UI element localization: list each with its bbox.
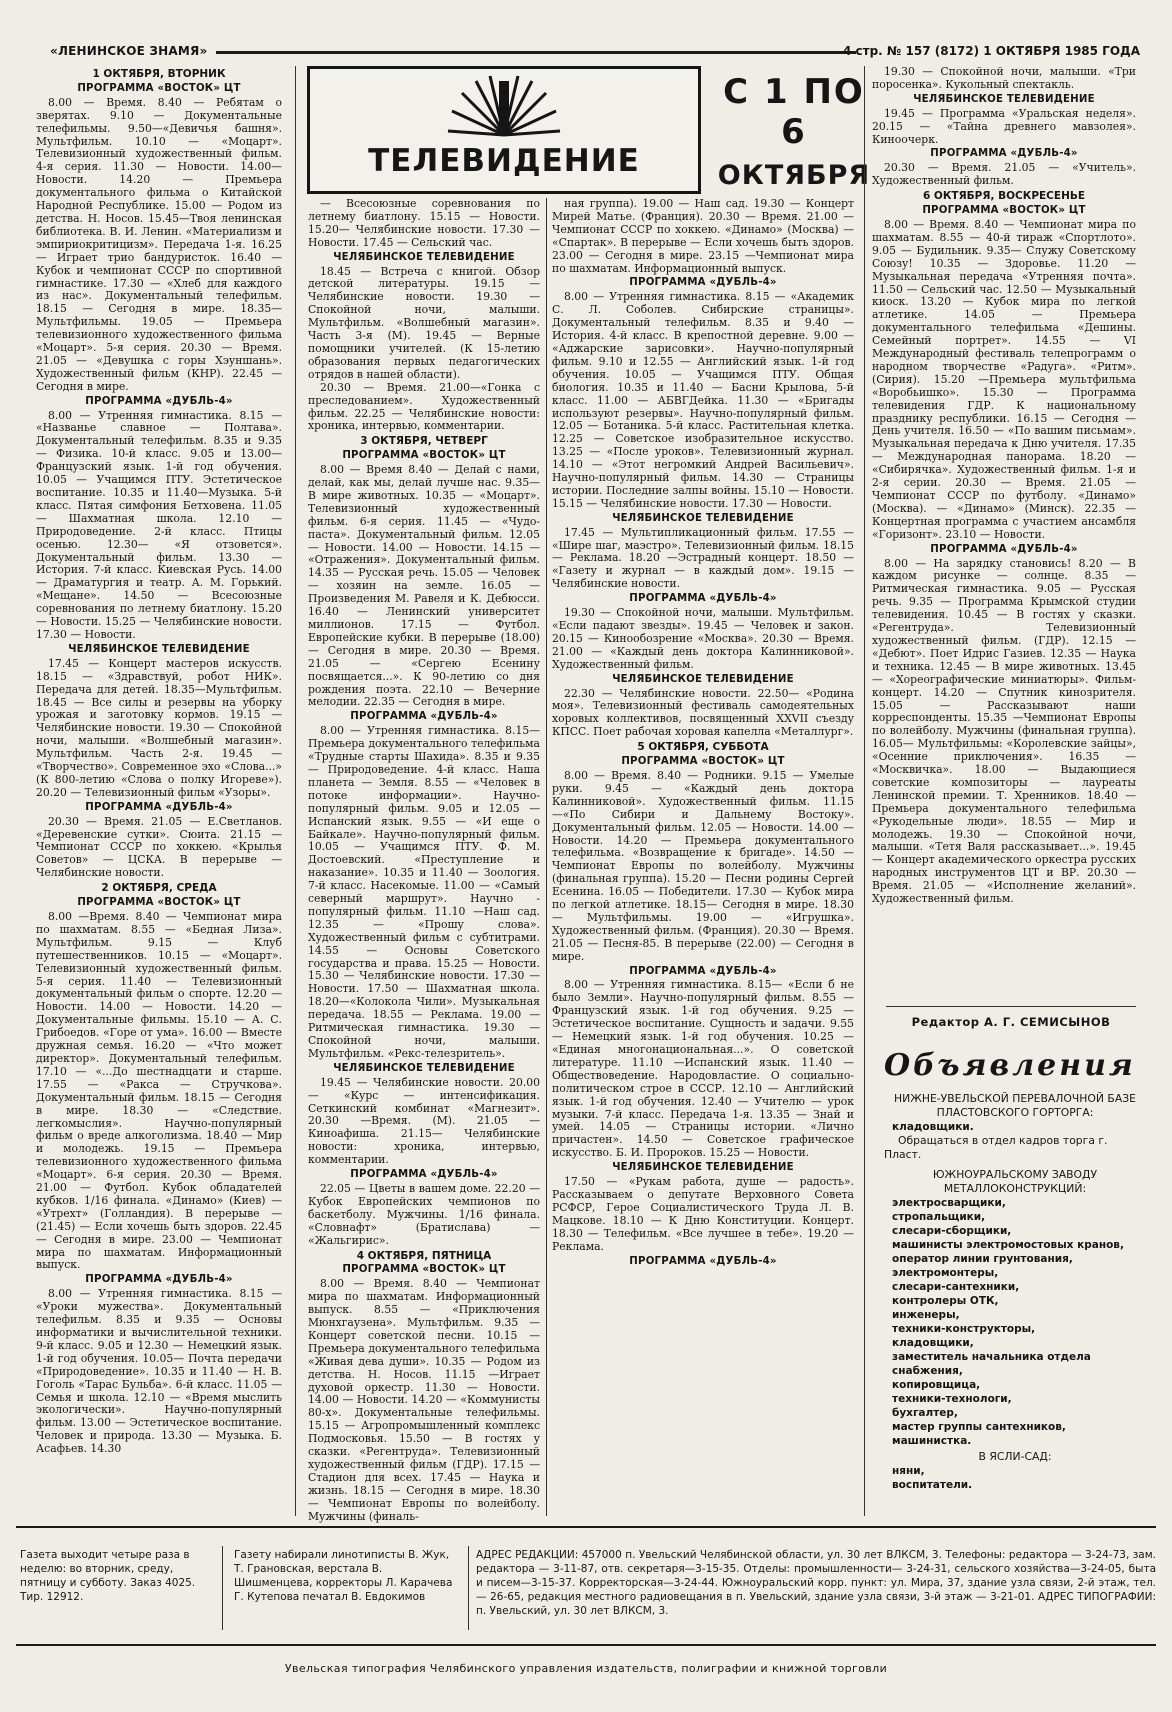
program-listing: 8.00 — Время. 8.40 — Ребятам о зверятах. 9.10 — Документальные телефильмы. 9.50—«Девичья башня». Мультфильм. 10.10 — «Моцарт». Телевизионный художественный фильм. 4-я серия. 11.30 — Новости. 14.00—Новости. 14.20 — Премьера документального фильма о Китайской Народной Республике. 15.00 — Родом из детства. Н. Носов. 15.45—Твоя ленинская библиотека. В. И. Ленин. «Материализм и эмпириокритицизм». Передача 1-я. 16.25 — Играет трио бандуристок. 16.40 — Кубок и чемпионат СССР по спортивной гимнастике. 17.30 — «Хлеб для каждого из нас». Документальный телефильм. 18.15 — Сегодня в мире. 18.35—Мультфильмы. 19.05 — Премьера телевизионного художественного фильма «Моцарт». 5-я серия. 20.30 — Время. 21.05 — «Девушка с горы Хэуншань». Художественный фильм (КНР). 22.45 — Сегодня в мире. <box>36 95 282 393</box>
day-heading: 3 ОКТЯБРЯ, ЧЕТВЕРГ <box>360 435 488 448</box>
channel-heading: ПРОГРАММА «ВОСТОК» ЦТ <box>342 1264 506 1276</box>
program-listing: 19.45 — Программа «Уральская неделя». 20.15 — «Тайна древнего мавзолея». Киноочерк. <box>872 106 1136 146</box>
program-listing: 19.30 — Спокойной ночи, малыши. Мультфильм. «Если падают звезды». 19.45 — Человек и закон. 20.15 — Кинообозрение «Москва». 20.30 — Время. 21.00 — «Каждый день доктора Калинниковой». Художественный фильм. <box>552 606 854 671</box>
day-heading: 5 ОКТЯБРЯ, СУББОТА <box>637 741 769 754</box>
ad-item: кладовщики. <box>892 1121 974 1133</box>
newspaper-name: «ЛЕНИНСКОЕ ЗНАМЯ» <box>50 44 208 58</box>
program-listing: 8.00 — Утренняя гимнастика. 8.15— «Если б не было Земли». Научно-популярный фильм. 8.55 — Французский язык. 1-й год обучения. 9.25 — Эстетическое воспитание. Сущность и задачи. 9.55 — Немецкий язык. 1-й год обучения. 10.25 — «Единая многонациональная...». О советской литературе. 11.10 —Испанский язык. 11.40 — Обществоведение. Народовластие. О социально-политическом строе в СССР. 12.10 — Английский язык. 1-й год обучения. 12.40 — Учителю — урок музыки. 7-й класс. Передача 1-я. 13.35 — Знай и умей. 14.05 — Страницы истории. «Лично причастен». 14.50 — Советское графическое искусство. Б. И. Пророков. 15.25 — Новости. <box>552 978 854 1160</box>
printer-credit: Увельская типография Челябинского управления издательств, полиграфии и книжной торговли <box>284 1662 888 1675</box>
ad-item: оператор линии грунтования, <box>892 1253 1073 1265</box>
schedule-column-4 <box>872 66 1136 936</box>
ad-item: стропальщики, <box>892 1211 986 1223</box>
channel-heading: ЧЕЛЯБИНСКОЕ ТЕЛЕВИДЕНИЕ <box>612 512 794 524</box>
channel-heading: ЧЕЛЯБИНСКОЕ ТЕЛЕВИДЕНИЕ <box>68 643 250 655</box>
channel-heading: ЧЕЛЯБИНСКОЕ ТЕЛЕВИДЕНИЕ <box>333 1062 515 1074</box>
issue-info: 4 стр. № 157 (8172) 1 ОКТЯБРЯ 1985 ГОДА <box>842 44 1140 58</box>
schedule-column-1 <box>36 66 282 1514</box>
ad-item: инженеры, <box>892 1309 960 1321</box>
ad-title: В ЯСЛИ-САД: <box>978 1450 1052 1463</box>
channel-heading: ПРОГРАММА «ВОСТОК» ЦТ <box>342 450 506 462</box>
ad-item: машинистка. <box>892 1435 972 1447</box>
program-listing: 8.00 — Время 8.40 — Делай с нами, делай, как мы, делай лучше нас. 9.35— В мире животных. 10.35 — «Моцарт». Телевизионный художественный фильм. 6-я серия. 11.45 — «Чудо-паста». Документальный фильм. 12.05 — Новости. 14.00 — Новости. 14.15 — «Отражения». Документальный фильм. 14.35 — Русская речь. 15.05 — Человек — хозяин на земле. 16.05 — Произведения М. Равеля и К. Дебюсси. 16.40 — Ленинский университет миллионов. 17.15 — Футбол. Европейские кубки. В перерыве (18.00) — Сегодня в мире. 20.30 — Время. 21.05 — «Сергею Есенину посвящается...». К 90-летию со дня рождения поэта. 22.10 — Вечерние мелодии. 22.35 — Сегодня в мире. <box>308 463 540 709</box>
footer-rule <box>16 1644 1156 1646</box>
program-listing: 19.45 — Челябинские новости. 20.00 — «Курс — интенсификация. Сеткинский комбинат «Магнезит». 20.30 —Время. (М). 21.05 — Киноафиша. 21.15— Челябинские новости: хроника, интервью, комментарии. <box>308 1075 540 1167</box>
column-divider <box>546 198 547 1516</box>
channel-heading: ПРОГРАММА «ДУБЛЬ-4» <box>85 1274 233 1286</box>
channel-heading: ПРОГРАММА «ДУБЛЬ-4» <box>930 543 1078 555</box>
channel-heading: ПРОГРАММА «ДУБЛЬ-4» <box>629 965 777 977</box>
program-listing: 8.00 — Время. 8.40 — Чемпионат мира по шахматам. Информационный выпуск. 8.55 — «Приключения Мюнхгаузена». Мультфильм. 9.35 — Концерт советской песни. 10.15 — Премьера документального телефильма «Живая дева души». 10.35 — Родом из детства. Н. Носов. 11.15 —Играет духовой оркестр. 11.30 — Новости. 14.00 — Новости. 14.20 — «Коммунисты 80-х». Документальные телефильмы. 15.15 — Агропромышленный комплекс Подмосковья. 15.50 — В гостях у сказки. «Регентруда». Телевизионный художественный фильм (ГДР). 17.15 — Стадион для всех. 17.45 — Наука и жизнь. 18.15 — Сегодня в мире. 18.30 — Чемпионат Европы по волейболу. Мужчины (финаль- <box>308 1277 540 1523</box>
date-range-days: С 1 ПО 6 <box>723 72 865 152</box>
publication-schedule: Газета выходит четыре раза в неделю: во вторник, среду, пятницу и субботу. Заказ 4025. Тир. 12912. <box>20 1549 196 1603</box>
editorial-address: АДРЕС РЕДАКЦИИ: 457000 п. Увельский Челябинской области, ул. 30 лет ВЛКСМ, 3. Телефоны: редактора — 3-24-73, зам. редактора — 3-11-87, отв. секретаря—3-15-35. Отделы: промышленности— 3-24-31, сельского хозяйства—3-24-05, быта и писем—3-15-37. Корректорская—3-24-44. Южноуральский корр. пункт: ул. Мира, 37, здание узла связи, 2-й этаж, тел. — 26-65, редакция местного радиовещания в п. Увельский, здание узла связи, 3-й этаж — 3-21-01. АДРЕС ТИПОГРАФИИ: п. Увельский, ул. 30 лет ВЛКСМ, 3. <box>476 1549 1156 1617</box>
program-listing: 20.30 — Время. 21.05 — «Учитель». Художественный фильм. <box>872 161 1136 188</box>
ad-item: машинисты электромостовых кранов, <box>892 1239 1124 1251</box>
date-range-month: ОКТЯБРЯ <box>717 160 871 191</box>
ad-item: заместитель начальника отдела снабжения, <box>892 1351 1091 1377</box>
day-heading: 2 ОКТЯБРЯ, СРЕДА <box>101 882 217 895</box>
column-divider <box>864 66 865 1516</box>
masthead-rule <box>216 51 856 54</box>
day-heading: 1 ОКТЯБРЯ, ВТОРНИК <box>92 68 226 80</box>
channel-heading: ПРОГРАММА «ДУБЛЬ-4» <box>350 1169 498 1181</box>
program-listing: 20.30 — Время. 21.05 — Е.Светланов. «Деревенские сутки». Сюита. 21.15 — Чемпионат СССР по хоккею. «Крылья Советов» — ЦСКА. В перерыве — Челябинские новости. <box>36 814 282 880</box>
program-listing: 22.30 — Челябинские новости. 22.50— «Родина моя». Телевизионный фестиваль самодеятельных хоровых коллективов, посвященный XXVII съезду КПСС. Поет рабочая хоровая капелла «Металлург». <box>552 686 854 739</box>
ad-list <box>884 1464 1146 1492</box>
column-divider <box>295 66 296 1516</box>
program-listing: 17.45 — Концерт мастеров искусств. 18.15 — «Здравствуй, робот НИК». Передача для детей. 18.35—Мультфильм. 18.45 — Все силы и резервы на уборку урожая и заготовку кормов. 19.15 — Челябинские новости. 19.30 — Спокойной ночи, малыши. «Волшебный магазин». Мультфильм. Часть 2-я. 19.45 — «Творчество». Современное эхо «Слова...» (К 800-летию «Слова о полку Игореве»). 20.20 — Телевизионный фильм «Узоры». <box>36 656 282 799</box>
program-listing: — Всесоюзные соревнования по летнему биатлону. 15.15 — Новости. 15.20— Челябинские новости. 17.30 — Новости. 17.45 — Сельский час. <box>308 197 540 249</box>
footer-divider <box>468 1546 469 1630</box>
ad-item: мастер группы сантехников, <box>892 1421 1066 1433</box>
footer-divider <box>222 1546 223 1630</box>
channel-heading: ПРОГРАММА «ДУБЛЬ-4» <box>629 277 777 289</box>
ad-item: бухгалтер, <box>892 1407 958 1419</box>
channel-heading: ПРОГРАММА «ДУБЛЬ-4» <box>930 148 1078 160</box>
channel-heading: ПРОГРАММА «ДУБЛЬ-4» <box>85 801 233 813</box>
channel-heading: ЧЕЛЯБИНСКОЕ ТЕЛЕВИДЕНИЕ <box>913 93 1095 105</box>
program-listing: 8.00 — Время. 8.40 — Родники. 9.15 — Умелые руки. 9.45 — «Каждый день доктора Калинниковой». Художественный фильм. 11.15—«По Сибири и Дальнему Востоку». Документальный фильм. 12.05 — Новости. 14.00 — Новости. 14.20 — Премьера документального телефильма. «Возвращение к бригаде». 14.50 — Чемпионат Европы по волейболу. Мужчины (финальная группа). 15.20 — Песни родины Сергей Есенина. 16.05 — Победители. 17.30 — Кубок мира по легкой атлетике. 18.15— Сегодня в мире. 18.30 — Мультфильмы. 19.00 — «Игрушка». Художественный фильм. (Франция). 20.30 — Время. 21.05 — Песня-85. В перерыве (22.00) — Сегодня в мире. <box>552 768 854 963</box>
ad-title: ЮЖНОУРАЛЬСКОМУ ЗАВОДУ МЕТАЛЛОКОНСТРУКЦИЙ: <box>932 1168 1098 1195</box>
ad-text: Обращаться в отдел кадров торга г. Пласт. <box>884 1134 1108 1161</box>
ads-heading: Объявления <box>884 1048 1136 1083</box>
program-listing: 8.00 —Время. 8.40 — Чемпионат мира по шахматам. 8.55 — «Бедная Лиза». Мультфильм. 9.15 — Клуб путешественников. 10.15 — «Моцарт». Телевизионный художественный фильм. 5-я серия. 11.40 — Телевизионный документальный фильм о спорте. 12.20 — Новости. 14.00 — Новости. 14.20 — Документальные фильмы. 15.10 — А. С. Грибоедов. «Горе от ума». 16.00 — Вместе дружная семья. 16.20 — «Что может директор». Документальный телефильм. 17.10 — «...До шестнадцати и старше. 17.55 — «Ракса — Стручкова». Документальный фильм. 18.15 — Сегодня в мире. 18.30 — «Следствие. легкомыслия». Научно-популярный фильм о вреде алкоголизма. 18.40 — Мир и молодежь. 19.15 — Премьера телевизионного художественного фильма «Моцарт». 6-я серия. 20.30 — Время. 21.00 — Футбол. Кубок обладателей кубков. 1/16 финала. «Динамо» (Киев) — «Утрехт» (Голландия). В перерыве — (21.45) — Если хочешь быть здоров. 22.45 — Сегодня в мире. 23.00 — Чемпионат мира по шахматам. Информационный выпуск. <box>36 910 282 1272</box>
channel-heading: ПРОГРАММА «ДУБЛЬ-4» <box>629 1255 777 1267</box>
ad-item: слесари-сантехники, <box>892 1281 1020 1293</box>
program-listing: 8.00 — Утренняя гимнастика. 8.15— Премьера документального телефильма «Трудные старты Шахида». 8.35 и 9.35 — Природоведение. 4-й класс. Наша планета — Земля. 8.55 — «Человек в потоке информации». Научно-популярный фильм. 9.05 и 12.05 — Испанский язык. 9.55 — «И еще о Байкале». Научно-популярный фильм. 10.05 — Учащимся ПТУ. Ф. М. Достоевский. «Преступление и наказание». 10.35 и 11.40 — Зоология. 7-й класс. Насекомые. 11.00 — «Самый северный маршрут». Научно - популярный фильм. 11.10 —Наш сад. 12.35 — «Прошу слова». Художественный фильм с субтитрами. 14.55 — Основы Советского государства и права. 15.25 — Новости. 15.30 — Челябинские новости. 17.30 — Новости. 17.50 — Шахматная школа. 18.20—«Колокола Чили». Музыкальная передача. 18.55 — Реклама. 19.00 — Ритмическая гимнастика. 19.30 — Спокойной ночи, малыши. Мультфильм. «Рекс-телезритель». <box>308 724 540 1060</box>
channel-heading: ЧЕЛЯБИНСКОЕ ТЕЛЕВИДЕНИЕ <box>333 251 515 263</box>
day-heading: 6 ОКТЯБРЯ, ВОСКРЕСЕНЬЕ <box>922 190 1086 203</box>
program-listing: 17.50 — «Рукам работа, душе — радость». Рассказываем о депутате Верховного Совета РСФСР, Герое Социалистического Труда Л. В. Мацкове. 18.10 — К Дню Конституции. Концерт. 18.30 — Телефильм. «Все лучшее в тебе». 19.20 — Реклама. <box>552 1175 854 1253</box>
program-listing: 18.45 — Встреча с книгой. Обзор детской литературы. 19.15 — Челябинские новости. 19.30 — Спокойной ночи, малыши. Мультфильм. «Волшебный магазин». Часть 3-я (М). 19.45 — Верные помощники учителей. (К 15-летию образования первых педагогических отрядов в нашей области). <box>308 264 540 381</box>
ad-item: слесари-сборщики, <box>892 1225 1012 1237</box>
section-title: ТЕЛЕВИДЕНИЕ <box>368 143 640 179</box>
program-listing: 22.05 — Цветы в вашем доме. 22.20 — Кубок Европейских чемпионов по баскетболу. Мужчины. 1/16 финала. «Словнафт» (Братислава) — «Жальгирис». <box>308 1181 540 1247</box>
program-listing: 19.30 — Спокойной ночи, малыши. «Три поросенка». Кукольный спектакль. <box>872 65 1136 91</box>
typesetters-credit: Газету набирали линотиписты В. Жук, Т. Грановская, верстала В. Шишменцева, корректоры Л. Карачева Г. Кутепова печатал В. Евдокимов <box>234 1549 453 1603</box>
program-listing: 8.00 — На зарядку становись! 8.20 — В каждом рисунке — солнце. 8.35 — Ритмическая гимнастика. 9.05 — Русская речь. 9.35 — Программа Крымской студии телевидения. 10.45 — В гостях у сказки. «Регентруда». Телевизионный художественный фильм. (ГДР). 12.15 — «Дебют». Поет Идрис Газиев. 12.35 — Наука и техника. 12.45 — В мире животных. 13.45 — «Хореографические миниатюры». Фильм-концерт. 14.20 — Спутник кинозрителя. 15.05 — Рассказывают наши корреспонденты. 15.35 —Чемпионат Европы по волейболу. Мужчины (финальная группа). 16.05— Мультфильмы: «Королевские зайцы», «Осенние приключения». 16.35 — «Москвичка». 18.00 — Выдающиеся советские композиторы — лауреаты Ленинской премии. Т. Хренников. 18.40 — Премьера документального телефильма «Рукодельные люди». 18.55 — Мир и молодежь. 19.30 — Спокойной ночи, малыши. «Тетя Валя рассказывает...». 19.45 — Концерт академического оркестра русских народных инструментов ЦТ и ВР. 20.30 — Время. 21.05 — «Исполнение желаний». Художественный фильм. <box>872 556 1136 906</box>
channel-heading: ПРОГРАММА «ДУБЛЬ-4» <box>629 593 777 605</box>
schedule-column-3 <box>552 198 854 1514</box>
ad-item: техники-конструкторы, <box>892 1323 1036 1335</box>
day-heading: 4 ОКТЯБРЯ, ПЯТНИЦА <box>356 1249 492 1262</box>
masthead <box>44 34 1148 64</box>
program-listing: 20.30 — Время. 21.00—«Гонка с преследованием». Художественный фильм. 22.25 — Челябинские новости: хроника, интервью, комментарии. <box>308 380 540 433</box>
program-listing: 8.00 — Утренняя гимнастика. 8.15 — «Академик С. Л. Соболев. Сибирские страницы». Документальный телефильм. 8.35 и 9.40 — История. 4-й класс. В крепостной деревне. 9.00 — «Аджарские зарисовки». Научно-популярный фильм. 9.10 и 12.55 — Английский язык. 1-й год обучения. 10.05 — Учащимся ПТУ. Общая биология. 10.35 и 11.40 — Басни Крылова, 5-й класс. 11.00 — АБВГДейка. 11.30 — «Бригады используют резервы». Научно-популярный фильм. 12.05 — Ботаника. 5-й класс. Растительная клетка. 12.25 — Советское изобразительное искусство. 13.25 — «После уроков». Телевизионный журнал. 14.10 — «Этот негромкий Андрей Васильевич». Научно-популярный фильм. 14.30 — Страницы истории. Последние залпы войны. 15.10 — Новости. 15.15 — Челябинские новости. 17.30 — Новости. <box>552 290 854 510</box>
ads-block <box>884 1092 1146 1492</box>
channel-heading: ЧЕЛЯБИНСКОЕ ТЕЛЕВИДЕНИЕ <box>612 1162 794 1174</box>
channel-heading: ПРОГРАММА «ВОСТОК» ЦТ <box>621 756 785 768</box>
television-heading-box <box>307 66 701 194</box>
program-listing: 8.00 — Утренняя гимнастика. 8.15 — «Уроки мужества». Документальный телефильм. 8.35 и 9.35 — Основы информатики и вычислительной техники. 9-й класс. 9.05 и 12.30 — Немецкий язык. 1-й год обучения. 10.05— Почта передачи «Природоведение». 10.35 и 11.40 — Н. В. Гоголь «Тарас Бульба». 6-й класс. 11.05 — Семья и школа. 12.10 — «Время мыслить экологически». Научно-популярный фильм. 13.00 — Эстетическое воспитание. Человек и природа. 13.30 — Музыка. Б. Асафьев. 14.30 <box>36 1287 282 1456</box>
channel-heading: ПРОГРАММА «ВОСТОК» ЦТ <box>77 82 241 94</box>
date-range <box>710 72 878 190</box>
program-listing: ная группа). 19.00 — Наш сад. 19.30 — Концерт Мирей Матье. (Франция). 20.30 — Время. 21.00 — Чемпионат СССР по хоккею. «Динамо» (Москва) — «Спартак». В перерыве — Если хочешь быть здоров. 23.00 — Сегодня в мире. 23.15 —Чемпионат мира по шахматам. Информационный выпуск. <box>552 197 854 275</box>
channel-heading: ПРОГРАММА «ВОСТОК» ЦТ <box>922 205 1086 217</box>
channel-heading: ПРОГРАММА «ДУБЛЬ-4» <box>350 711 498 723</box>
program-listing: 8.00 — Время. 8.40 — Чемпионат мира по шахматам. 8.55 — 40-й тираж «Спортлото». 9.05 — Будильник. 9.35— Служу Советскому Союзу! 10.35 — Здоровье. 11.20 — Музыкальная передача «Утренняя почта». 11.50 — Сельский час. 12.50 — Музыкальный киоск. 13.20 — Кубок мира по легкой атлетике. 14.05 — Премьера документального телефильма «Дешины. Семейный портрет». 14.55 — VI Международный фестиваль телепрограмм о народном творчестве «Радуга». «Ритм». (Сирия). 15.20 —Премьера мультфильма «Воробьишко». 15.30 — Программа телевидения ГДР. К национальному празднику республики. 16.15 — Сегодня — День учителя. 16.50 — «По вашим письмам». Музыкальная передача к Дню учителя. 17.35 — Международная панорама. 18.20 — «Сибирячка». Художественный фильм. 1-я и 2-я серии. 20.30 — Время. 21.05 — Чемпионат СССР по футболу. «Динамо» (Москва). — «Динамо» (Минск). 22.35 — Концертная программа с участием ансамбля «Горизонт». 23.10 — Новости. <box>872 217 1136 541</box>
program-listing: 8.00 — Утренняя гимнастика. 8.15 — «Названье славное — Полтава». Документальный телефильм. 8.35 и 9.35 — Физика. 10-й класс. 9.05 и 13.00—Французский язык. 1-й год обучения. 10.05 — Учащимся ПТУ. Эстетическое воспитание. 10.35 и 11.40—Музыка. 5-й класс. Пятая симфония Бетховена. 11.05 — Шахматная школа. 12.10 — Природоведение. 2-й класс. Птицы осенью. 12.30— «Я отзовется». Документальный фильм. 13.30 — История. 7-й класс. Киевская Русь. 14.00 — Драматургия и театр. А. М. Горький. «Мещане». 14.50 — Всесоюзные соревнования по летнему биатлону. 15.20 — Новости. 15.25 — Челябинские новости. 17.30 — Новости. <box>36 408 282 641</box>
editor-line: Редактор А. Г. СЕМИСЫНОВ <box>911 1015 1111 1029</box>
ad-item: кладовщики, <box>892 1337 974 1349</box>
ad-item: электросварщики, <box>892 1197 1006 1209</box>
program-listing: 17.45 — Мультипликационный фильм. 17.55 — «Шире шаг, маэстро». Телевизионный фильм. 18.15 — Реклама. 18.20 —Эстрадный концерт. 18.50 — «Газету и журнал — в каждый дом». 19.15 — Челябинские новости. <box>552 525 854 591</box>
schedule-column-2 <box>308 197 540 1523</box>
ad-item: техники-технологи, <box>892 1393 1012 1405</box>
ad-item: воспитатели. <box>892 1479 973 1491</box>
ad-item: электромонтеры, <box>892 1267 999 1279</box>
tv-tower-sunburst-icon <box>446 75 562 135</box>
ad-item: копировщица, <box>892 1379 981 1391</box>
ad-title: НИЖНЕ-УВЕЛЬСКОЙ ПЕРЕВАЛОЧНОЙ БАЗЕ ПЛАСТОВСКОГО ГОРТОРГА: <box>894 1092 1136 1119</box>
channel-heading: ПРОГРАММА «ВОСТОК» ЦТ <box>77 897 241 909</box>
footer-rule <box>16 1526 1156 1528</box>
editor-rule <box>886 1006 1136 1007</box>
ad-list <box>884 1196 1146 1448</box>
ad-item: контролеры ОТК, <box>892 1295 999 1307</box>
ad-item: няни, <box>892 1465 925 1477</box>
channel-heading: ПРОГРАММА «ДУБЛЬ-4» <box>85 395 233 407</box>
channel-heading: ЧЕЛЯБИНСКОЕ ТЕЛЕВИДЕНИЕ <box>612 673 794 685</box>
footer <box>16 1542 1160 1638</box>
